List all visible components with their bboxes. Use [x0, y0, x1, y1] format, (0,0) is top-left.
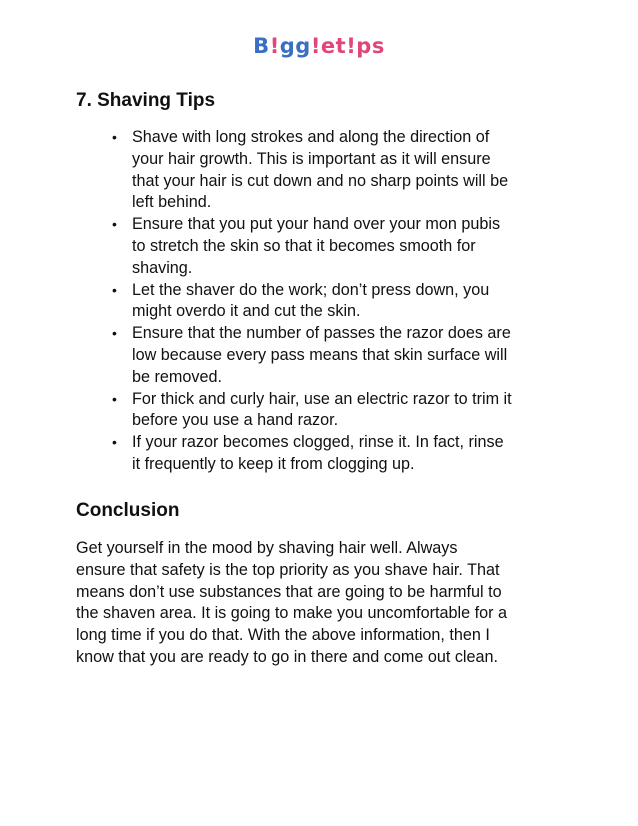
list-item-line: low because every pass means that skin surface will	[132, 345, 508, 364]
list-item-line: your hair growth. This is important as it will ensure	[132, 149, 491, 168]
list-item-line: Shave with long strokes and along the direction of	[132, 128, 490, 146]
logo-exclamation: !	[310, 34, 321, 58]
brand-logo	[0, 34, 638, 58]
list-item-line: that your hair is cut down and no sharp points will be	[132, 171, 509, 190]
list-item-line: If your razor becomes clogged, rinse it. In fact, rinse	[132, 433, 504, 452]
paragraph-line: ensure that safety is the top priority as you shave hair. That	[76, 560, 500, 579]
bullet-icon: •	[112, 434, 117, 451]
list-item-line: shaving.	[132, 258, 193, 277]
list-item	[112, 280, 572, 324]
logo-letters-gg: gg	[279, 34, 311, 58]
list-item-line: For thick and curly hair, use an electric razor to trim it	[132, 389, 512, 408]
logo-letters-et: et	[320, 34, 347, 58]
section-heading-conclusion: Conclusion	[76, 500, 180, 521]
list-item-line: Ensure that the number of passes the razor does are	[132, 324, 511, 343]
bullet-icon: •	[112, 129, 117, 145]
conclusion-paragraph	[76, 538, 576, 669]
shaving-tips-list	[112, 127, 572, 476]
section-heading-shaving-tips: 7. Shaving Tips	[76, 90, 216, 111]
paragraph-line: means don’t use substances that are going to be harmful to	[76, 582, 502, 601]
list-item	[112, 389, 572, 433]
bullet-icon: •	[112, 390, 117, 407]
list-item-line: to stretch the skin so that it becomes smooth for	[132, 236, 476, 255]
list-item-line: Ensure that you put your hand over your mon pubis	[132, 215, 501, 234]
list-item-line: before you use a hand razor.	[132, 411, 339, 430]
list-item-line: it frequently to keep it from clogging up.	[132, 454, 415, 473]
list-item	[112, 432, 572, 476]
list-item	[112, 127, 572, 214]
logo-letters-ps: ps	[356, 34, 385, 58]
logo-exclamation: !	[269, 34, 280, 58]
list-item	[112, 214, 572, 279]
bullet-icon: •	[112, 281, 117, 298]
paragraph-line: Get yourself in the mood by shaving hair well. Always	[76, 539, 458, 557]
list-item-line: Let the shaver do the work; don’t press down, you	[132, 280, 490, 299]
logo-exclamation: !	[346, 34, 357, 58]
list-item-line: might overdo it and cut the skin.	[132, 302, 361, 321]
list-item-line: be removed.	[132, 367, 222, 386]
bullet-icon: •	[112, 325, 117, 342]
paragraph-line: know that you are ready to go in there and come out clean.	[76, 647, 499, 666]
paragraph-line: long time if you do that. With the above information, then I	[76, 626, 490, 645]
bullet-icon: •	[112, 216, 117, 233]
list-item	[112, 323, 572, 388]
logo-letter-b: B	[253, 34, 270, 58]
paragraph-line: the shaven area. It is going to make you uncomfortable for a	[76, 604, 508, 623]
list-item-line: left behind.	[132, 193, 212, 212]
